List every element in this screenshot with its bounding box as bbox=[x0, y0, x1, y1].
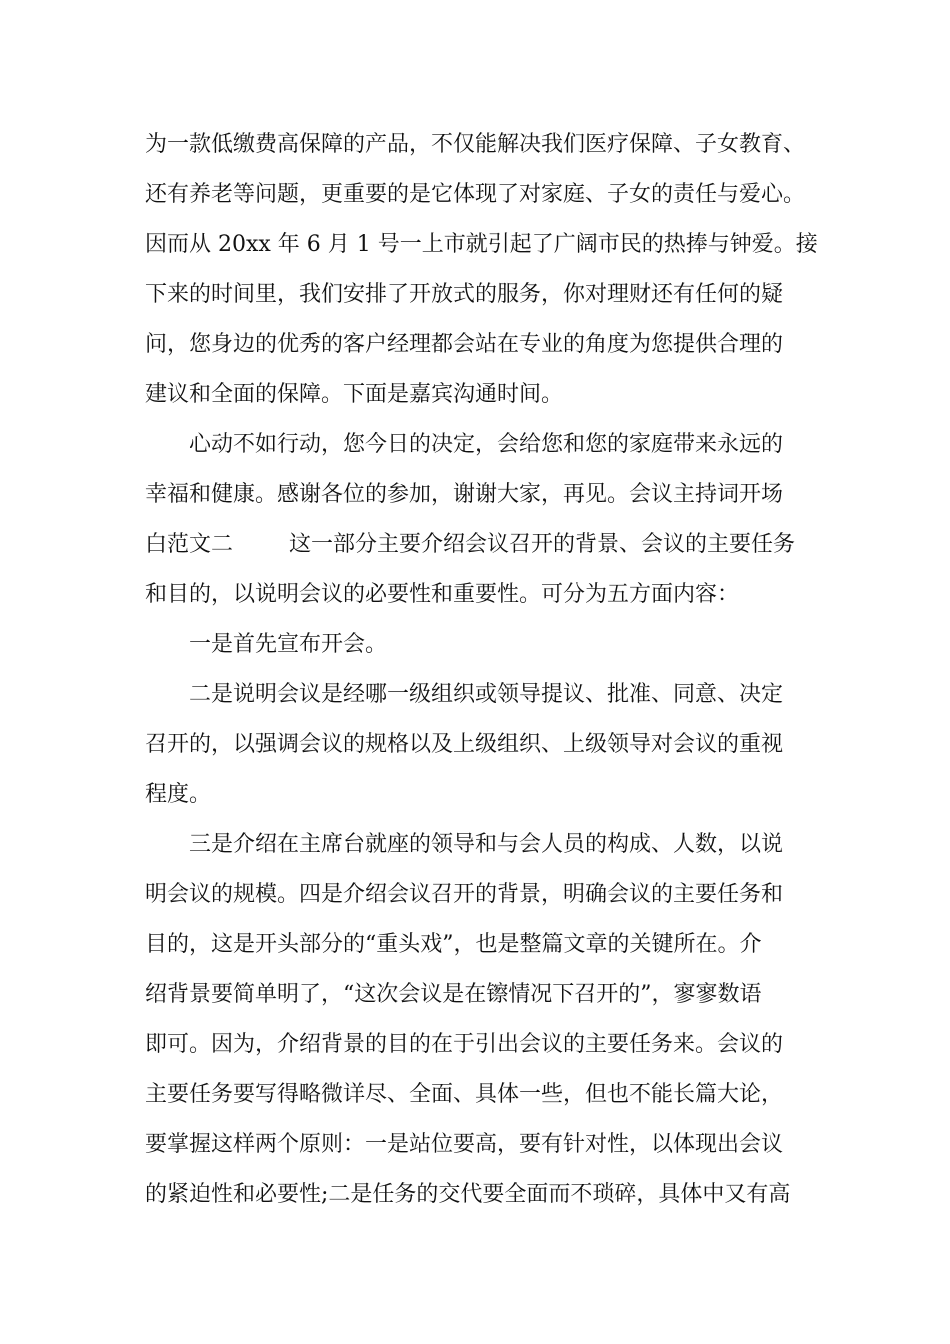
text-line: 为一款低缴费高保障的产品，不仅能解决我们医疗保障、子女教育、 bbox=[145, 132, 806, 157]
text-line: 绍背景要简单明了，“这次会议是在镲情况下召开的”，寥寥数语 bbox=[145, 982, 762, 1007]
text-line: 即可。因为，介绍背景的目的在于引出会议的主要任务来。会议的 bbox=[145, 1032, 784, 1057]
text-line: 建议和全面的保障。下面是嘉宾沟通时间。 bbox=[145, 382, 564, 407]
text-line: 和目的，以说明会议的必要性和重要性。可分为五方面内容： bbox=[145, 582, 740, 607]
text-line: 召开的，以强调会议的规格以及上级组织、上级领导对会议的重视 bbox=[145, 732, 784, 757]
text-line: 主要任务要写得略微详尽、全面、具体一些，但也不能长篇大论， bbox=[145, 1082, 784, 1107]
paragraph-start-line: 二是说明会议是经哪一级组织或领导提议、批准、同意、决定 bbox=[189, 682, 784, 707]
paragraph-start-line: 三是介绍在主席台就座的领导和与会人员的构成、人数，以说 bbox=[189, 832, 784, 857]
text-line: 程度。 bbox=[145, 782, 212, 807]
paragraph-start-line: 心动不如行动，您今日的决定，会给您和您的家庭带来永远的 bbox=[189, 432, 784, 457]
text-line: 的紧迫性和必要性;二是任务的交代要全面而不琐碎，具体中又有高 bbox=[145, 1182, 791, 1207]
text-line: 明会议的规模。四是介绍会议召开的背景，明确会议的主要任务和 bbox=[145, 882, 784, 907]
text-line: 下来的时间里，我们安排了开放式的服务，你对理财还有任何的疑 bbox=[145, 282, 784, 307]
paragraph-start-line: 一是首先宣布开会。 bbox=[189, 632, 388, 657]
text-line: 目的，这是开头部分的“重头戏”，也是整篇文章的关键所在。介 bbox=[145, 932, 762, 957]
body-text bbox=[145, 128, 818, 1228]
text-line: 问，您身边的优秀的客户经理都会站在专业的角度为您提供合理的 bbox=[145, 332, 784, 357]
text-line: 白范文二 这一部分主要介绍会议召开的背景、会议的主要任务 bbox=[145, 532, 795, 557]
text-line: 要掌握这样两个原则：一是站位要高，要有针对性，以体现出会议 bbox=[145, 1132, 784, 1157]
text-line: 因而从 20xx 年 6 月 1 号一上市就引起了广阔市民的热捧与钟爱。接 bbox=[145, 232, 818, 257]
text-line: 幸福和健康。感谢各位的参加，谢谢大家，再见。会议主持词开场 bbox=[145, 482, 784, 507]
text-line: 还有养老等问题，更重要的是它体现了对家庭、子女的责任与爱心。 bbox=[145, 182, 806, 207]
